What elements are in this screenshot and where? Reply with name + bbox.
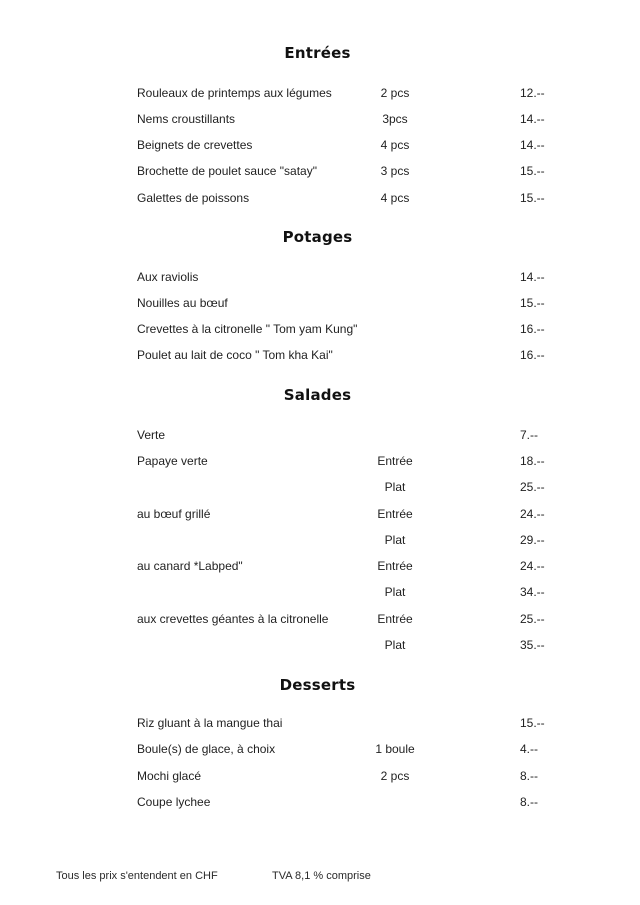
item-name: au canard *Labped" [137, 559, 243, 573]
item-name: Boule(s) de glace, à choix [137, 742, 276, 756]
item-qty: 4 pcs [380, 138, 410, 152]
item-price: 15.-- [520, 716, 545, 730]
item-price: 24.-- [520, 507, 545, 521]
section-title-salades: Salades [283, 386, 352, 404]
item-price: 15.-- [520, 191, 545, 205]
item-price: 15.-- [520, 296, 545, 310]
menu-item [0, 532, 640, 548]
item-price: 14.-- [520, 112, 545, 126]
item-name: Nouilles au bœuf [137, 296, 228, 310]
item-qty: Plat [384, 480, 406, 494]
item-price: 34.-- [520, 585, 545, 599]
item-name: Crevettes à la citronelle " Tom yam Kung" [137, 322, 358, 336]
menu-item [0, 137, 640, 153]
menu-item [0, 85, 640, 101]
menu-item [0, 295, 640, 311]
item-price: 29.-- [520, 533, 545, 547]
item-qty: 1 boule [375, 742, 415, 756]
item-price: 24.-- [520, 559, 545, 573]
menu-item [0, 715, 640, 731]
item-price: 14.-- [520, 270, 545, 284]
item-price: 16.-- [520, 322, 545, 336]
menu-item [0, 427, 640, 443]
menu-item [0, 637, 640, 653]
menu-item [0, 611, 640, 627]
menu-item [0, 453, 640, 469]
item-price: 8.-- [520, 769, 538, 783]
item-qty: 3 pcs [380, 164, 410, 178]
item-qty: 4 pcs [380, 191, 410, 205]
item-price: 25.-- [520, 480, 545, 494]
item-name: Beignets de crevettes [137, 138, 253, 152]
menu-item [0, 479, 640, 495]
item-name: Riz gluant à la mangue thai [137, 716, 283, 730]
section-title-entrees: Entrées [284, 44, 351, 62]
menu-item [0, 321, 640, 337]
item-price: 14.-- [520, 138, 545, 152]
menu-item [0, 347, 640, 363]
item-qty: Plat [384, 638, 406, 652]
menu-item [0, 506, 640, 522]
menu-item [0, 768, 640, 784]
menu-item [0, 558, 640, 574]
item-name: Papaye verte [137, 454, 208, 468]
item-price: 7.-- [520, 428, 538, 442]
item-name: Rouleaux de printemps aux légumes [137, 86, 332, 100]
item-name: au bœuf grillé [137, 507, 211, 521]
item-name: Mochi glacé [137, 769, 202, 783]
item-price: 15.-- [520, 164, 545, 178]
item-price: 8.-- [520, 795, 538, 809]
menu-item [0, 163, 640, 179]
menu-item [0, 269, 640, 285]
item-name: aux crevettes géantes à la citronelle [137, 612, 329, 626]
item-qty: Plat [384, 533, 406, 547]
item-name: Coupe lychee [137, 795, 211, 809]
item-price: 12.-- [520, 86, 545, 100]
item-name: Poulet au lait de coco " Tom kha Kai" [137, 348, 333, 362]
item-name: Verte [137, 428, 166, 442]
section-title-potages: Potages [282, 228, 353, 246]
section-title-desserts: Desserts [279, 676, 356, 694]
footer-vat-note: TVA 8,1 % comprise [272, 870, 371, 882]
item-qty: 2 pcs [380, 86, 410, 100]
item-qty: Plat [384, 585, 406, 599]
item-name: Brochette de poulet sauce "satay" [137, 164, 317, 178]
item-qty: 3pcs [382, 112, 408, 126]
item-price: 4.-- [520, 742, 538, 756]
item-qty: Entrée [377, 454, 413, 468]
item-price: 35.-- [520, 638, 545, 652]
item-name: Galettes de poissons [137, 191, 250, 205]
item-name: Nems croustillants [137, 112, 236, 126]
menu-item [0, 190, 640, 206]
item-qty: Entrée [377, 559, 413, 573]
item-name: Aux raviolis [137, 270, 199, 284]
item-price: 18.-- [520, 454, 545, 468]
item-qty: Entrée [377, 507, 413, 521]
item-qty: 2 pcs [380, 769, 410, 783]
menu-item [0, 584, 640, 600]
footer-prices-note: Tous les prix s'entendent en CHF [56, 870, 218, 882]
menu-item [0, 111, 640, 127]
item-qty: Entrée [377, 612, 413, 626]
menu-item [0, 741, 640, 757]
menu-item [0, 794, 640, 810]
item-price: 25.-- [520, 612, 545, 626]
item-price: 16.-- [520, 348, 545, 362]
